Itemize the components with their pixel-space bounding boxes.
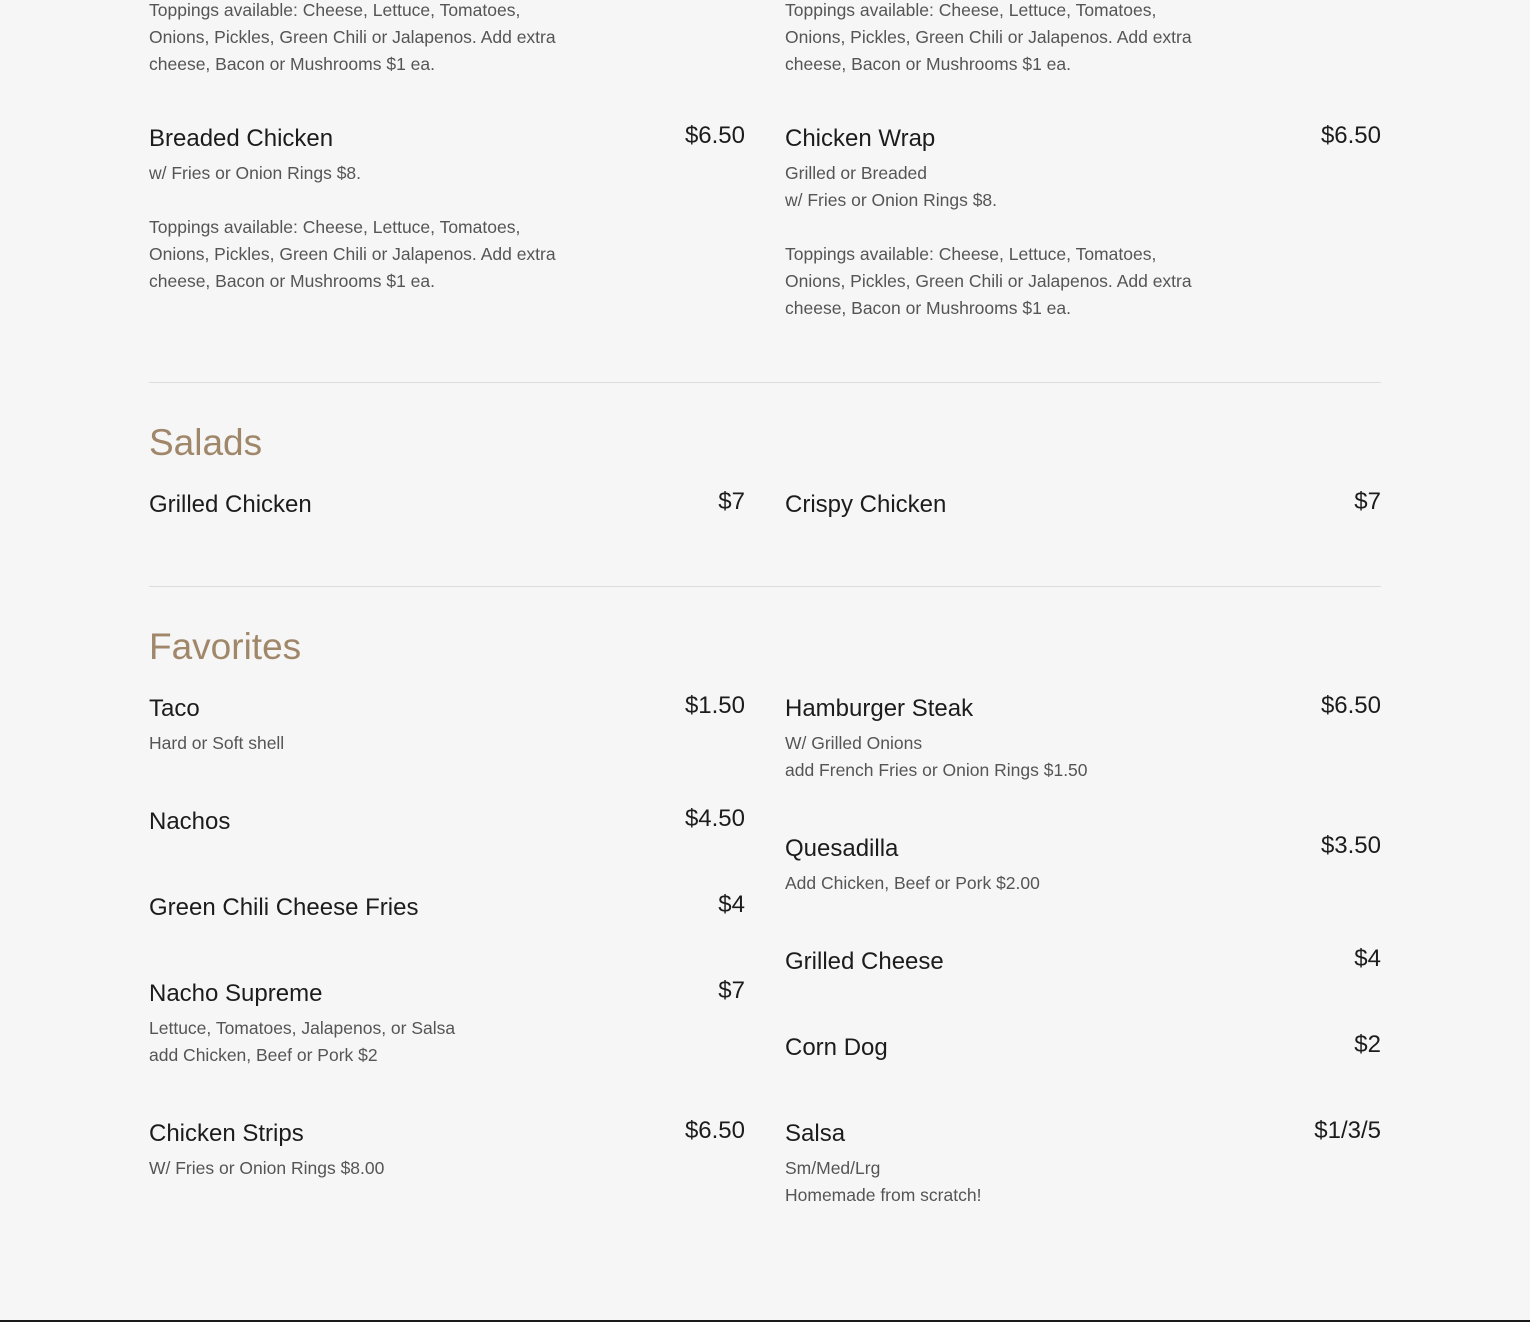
menu-item (785, 124, 1381, 322)
item-description: Add Chicken, Beef or Pork $2.00 (785, 873, 1040, 893)
item-description: w/ Fries or Onion Rings $8. Toppings available: Cheese, Lettuce, Tomatoes, Onions, Pickles, Green Chili or Jalapenos. Add extra cheese, Bacon or Mushrooms $1 ea. (149, 163, 556, 291)
menu-item (149, 893, 745, 929)
item-description: Grilled or Breaded w/ Fries or Onion Rings $8. Toppings available: Cheese, Lettuce, Tomatoes, Onions, Pickles, Green Chili or Jalapenos. Add extra cheese, Bacon or Mushrooms $1 ea. (785, 163, 1192, 318)
menu-item (149, 1119, 745, 1182)
item-name: Breaded Chicken (149, 125, 334, 152)
item-name: Chicken Wrap (785, 125, 936, 152)
top-left-column (149, 0, 745, 78)
menu-item (785, 1119, 1381, 1209)
item-name: Taco (149, 695, 200, 722)
item-price: $6.50 (684, 122, 745, 149)
menu-item (785, 694, 1381, 784)
item-price: $6.50 (1320, 692, 1381, 719)
item-description: Sm/Med/Lrg Homemade from scratch! (785, 1158, 982, 1205)
item-description: Lettuce, Tomatoes, Jalapenos, or Salsa add Chicken, Beef or Pork $2 (149, 1018, 456, 1065)
item-price: $7 (718, 488, 745, 515)
item-name: Nacho Supreme (149, 980, 323, 1007)
item-name: Grilled Chicken (149, 491, 312, 518)
top-right-column (785, 0, 1381, 78)
menu-item (785, 490, 1381, 526)
item-description: W/ Fries or Onion Rings $8.00 (149, 1158, 385, 1178)
item-name: Quesadilla (785, 835, 899, 862)
item-price: $7 (1354, 488, 1381, 515)
item-price: $2 (1354, 1031, 1381, 1058)
item-price: $4 (718, 891, 745, 918)
item-description: Toppings available: Cheese, Lettuce, Tomatoes, Onions, Pickles, Green Chili or Jalapenos. Add extra cheese, Bacon or Mushrooms $1 ea. (785, 0, 1192, 74)
menu-item (149, 694, 745, 757)
item-price: $1/3/5 (1314, 1117, 1381, 1144)
item-price: $6.50 (1320, 122, 1381, 149)
menu-item (149, 807, 745, 843)
menu-item (785, 947, 1381, 983)
item-price: $4 (1354, 945, 1381, 972)
section-divider (149, 382, 1381, 383)
item-description: Toppings available: Cheese, Lettuce, Tomatoes, Onions, Pickles, Green Chili or Jalapenos. Add extra cheese, Bacon or Mushrooms $1 ea. (149, 0, 556, 74)
item-name: Salsa (785, 1120, 846, 1147)
menu-item (149, 490, 745, 526)
item-description: Hard or Soft shell (149, 733, 285, 753)
section-divider (149, 586, 1381, 587)
item-name: Green Chili Cheese Fries (149, 894, 419, 921)
item-price: $6.50 (684, 1117, 745, 1144)
item-price: $4.50 (684, 805, 745, 832)
item-name: Chicken Strips (149, 1120, 304, 1147)
item-price: $3.50 (1320, 832, 1381, 859)
menu-item (149, 979, 745, 1069)
section-title-favorites: Favorites (149, 626, 302, 667)
menu-item (785, 1033, 1381, 1069)
item-price: $7 (718, 977, 745, 1004)
section-title-salads: Salads (149, 422, 263, 463)
menu-item (149, 124, 745, 295)
menu-item (785, 834, 1381, 897)
item-description: W/ Grilled Onions add French Fries or Onion Rings $1.50 (785, 733, 1088, 780)
item-name: Nachos (149, 808, 231, 835)
item-name: Crispy Chicken (785, 491, 947, 518)
item-name: Hamburger Steak (785, 695, 974, 722)
item-name: Corn Dog (785, 1034, 888, 1061)
item-price: $1.50 (684, 692, 745, 719)
item-name: Grilled Cheese (785, 948, 944, 975)
